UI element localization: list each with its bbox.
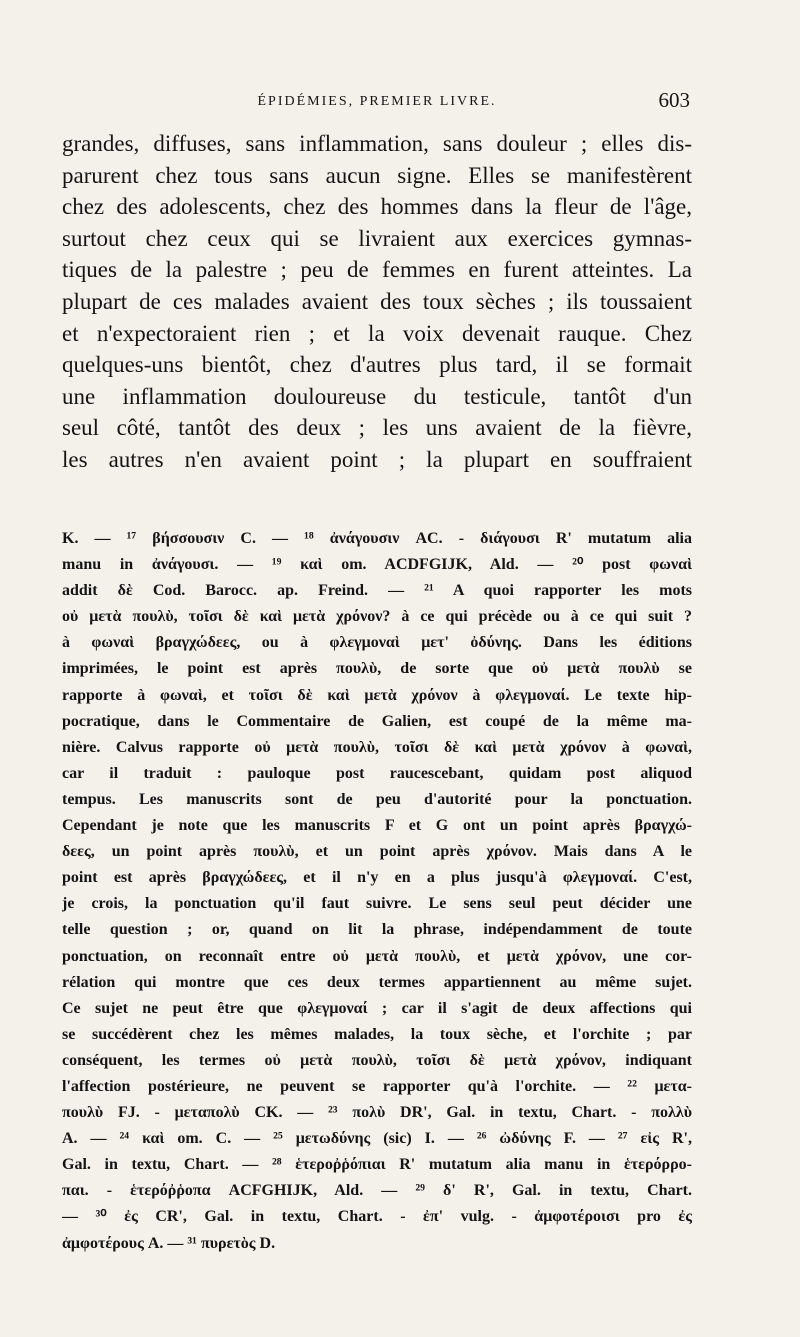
footnote-line: Ce sujet ne peut être que φλεγμοναί ; car il s'agit de deux affections qui — [62, 999, 692, 1017]
footnote-line: πουλὺ FJ. - μεταπολὺ CK. — ²³ πολὺ DR', Gal. in textu, Chart. - πολλὺ — [62, 1104, 692, 1122]
footnote-line: pocratique, dans le Commentaire de Galien, est coupé de la même ma- — [62, 712, 692, 730]
footnote-line: conséquent, les termes οὐ μετὰ πουλὺ, τοῖσι δὲ μετὰ χρόνον, indiquant — [62, 1051, 692, 1069]
footnote-line: παι. - ἑτερόῤῥοπα ACFGHIJK, Ald. — ²⁹ δ' R', Gal. in textu, Chart. — [62, 1182, 692, 1200]
main-text — [62, 128, 692, 476]
main-text-line: tiques de la palestre ; peu de femmes en furent atteintes. La — [62, 257, 692, 283]
main-text-line: quelques-uns bientôt, chez d'autres plus tard, il se formait — [62, 352, 692, 378]
main-text-line: grandes, diffuses, sans inflammation, sans douleur ; elles dis- — [62, 131, 692, 156]
footnote-line: je crois, la ponctuation qu'il faut suivre. Le sens seul peut décider une — [62, 895, 692, 913]
footnote-line: rapporte à φωναὶ, et τοῖσι δὲ καὶ μετὰ χρόνον à φλεγμοναί. Le texte hip- — [62, 686, 692, 704]
running-title: ÉPIDÉMIES, PREMIER LIVRE. — [257, 94, 497, 109]
footnote-line: οὐ μετὰ πουλὺ, τοῖσι δὲ καὶ μετὰ χρόνον? à ce qui précède ou à ce qui suit ? — [62, 608, 692, 626]
running-head — [62, 88, 692, 114]
main-text-line: les autres n'en avaient point ; la plupart en souffraient — [62, 446, 692, 472]
main-text-line: et n'expectoraient rien ; et la voix devenait rauque. Chez — [62, 320, 692, 346]
footnote-line: A. — ²⁴ καὶ om. C. — ²⁵ μετωδύνης (sic) I. — ²⁶ ὠδύνης F. — ²⁷ εἰς R', — [62, 1130, 692, 1148]
main-text-line: parurent chez tous sans aucun signe. Elles se manifestèrent — [62, 162, 692, 188]
footnotes — [62, 526, 692, 1257]
footnote-line: l'affection postérieure, ne peuvent se rapporter qu'à l'orchite. — ²² μετα- — [62, 1077, 692, 1095]
main-text-line: surtout chez ceux qui se livraient aux exercices gymnas- — [62, 225, 692, 251]
footnote-line: ponctuation, on reconnaît entre οὐ μετὰ πουλὺ, et μετὰ χρόνον, une cor- — [62, 947, 692, 965]
footnote-line: tempus. Les manuscrits sont de peu d'autorité pour la ponctuation. — [62, 790, 692, 808]
footnote-line: Gal. in textu, Chart. — ²⁸ ἑτεροῤῥόπιαι R' mutatum alia manu in ἑτερόρρο- — [62, 1156, 692, 1174]
footnote-line: Cependant je note que les manuscrits F et G ont un point après βραγχώ- — [62, 817, 692, 835]
footnote-line: manu in ἀνάγουσι. — ¹⁹ καὶ om. ACDFGIJK, Ald. — ²⁰ post φωναὶ — [62, 556, 692, 574]
main-text-line: une inflammation douloureuse du testicule, tantôt d'un — [62, 383, 692, 409]
footnote-line: K. — ¹⁷ βήσσουσιν C. — ¹⁸ ἀνάγουσιν AC. - διάγουσι R' mutatum alia — [62, 530, 692, 547]
footnote-line: telle question ; or, quand on lit la phrase, indépendamment de toute — [62, 921, 692, 939]
footnote-line: addit δὲ Cod. Barocc. ap. Freind. — ²¹ A quoi rapporter les mots — [62, 582, 692, 600]
main-text-line: chez des adolescents, chez des hommes dans la fleur de l'âge, — [62, 194, 692, 220]
footnote-line: se succédèrent chez les mêmes malades, la toux sèche, et l'orchite ; par — [62, 1025, 692, 1043]
footnote-line: ἀμφοτέρους A. — ³¹ πυρετὸς D. — [62, 1234, 276, 1252]
footnote-line: à φωναὶ βραγχώδεες, ou à φλεγμοναὶ μετ' ὀδύνης. Dans les éditions — [62, 634, 692, 652]
footnote-line: nière. Calvus rapporte οὐ μετὰ πουλὺ, τοῖσι δὲ καὶ μετὰ χρόνον à φωναὶ, — [62, 738, 692, 756]
footnote-line: — ³⁰ ἐς CR', Gal. in textu, Chart. - ἐπ' vulg. - ἀμφοτέροισι pro ἐς — [62, 1208, 692, 1226]
page-number: 603 — [658, 88, 690, 112]
footnote-line: δεες, un point après πουλὺ, et un point après χρόνον. Mais dans A le — [62, 843, 692, 861]
main-text-line: plupart de ces malades avaient des toux sèches ; ils toussaient — [62, 288, 692, 314]
footnote-line: car il traduit : pauloque post raucescebant, quidam post aliquod — [62, 764, 692, 782]
footnote-line: rélation qui montre que ces deux termes appartiennent au même sujet. — [62, 973, 692, 991]
main-text-line: seul côté, tantôt des deux ; les uns avaient de la fièvre, — [62, 415, 692, 441]
footnote-line: point est après βραγχώδεες, et il n'y en a plus jusqu'à φλεγμοναί. C'est, — [62, 869, 692, 887]
footnote-line: imprimées, le point est après πουλὺ, de sorte que οὐ μετὰ πουλὺ se — [62, 660, 692, 678]
